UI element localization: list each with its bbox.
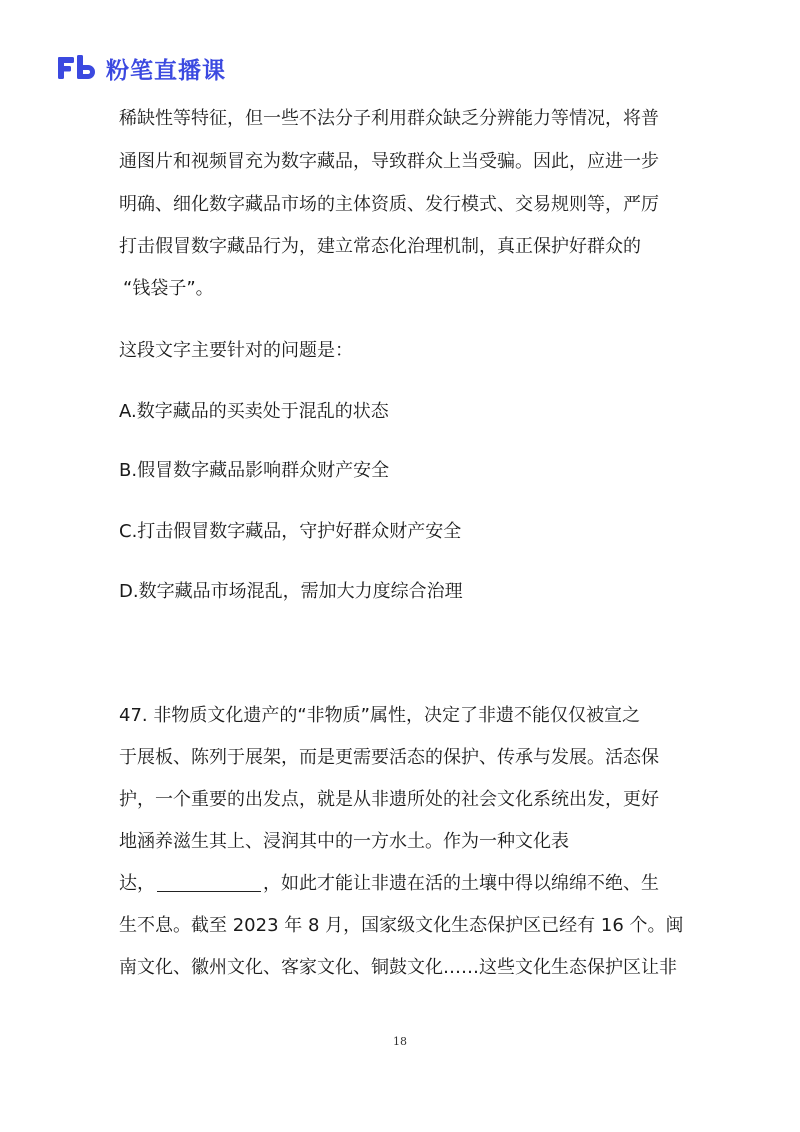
option-b: B.假冒数字藏品影响群众财产安全 [119,460,390,481]
q47-line: 地涵养滋生其上、浸润其中的一方水土。作为一种文化表 [119,831,569,852]
q47-line: 护，一个重要的出发点，就是从非遗所处的社会文化系统出发，更好 [119,789,659,810]
passage-line: “钱袋子”。 [123,278,214,299]
passage-line: 通图片和视频冒充为数字藏品，导致群众上当受骗。因此，应进一步 [119,151,659,172]
passage-line: 稀缺性等特征，但一些不法分子利用群众缺乏分辨能力等情况，将普 [119,108,659,129]
passage-line: 明确、细化数字藏品市场的主体资质、发行模式、交易规则等，严厉 [119,194,659,215]
q47-line: 47. 非物质文化遗产的“非物质”属性，决定了非遗不能仅仅被宣之 [119,705,640,726]
option-d: D.数字藏品市场混乱，需加大力度综合治理 [119,581,463,602]
q47-line: 生不息。截至 2023 年 8 月，国家级文化生态保护区已经有 16 个。闽 [119,915,684,936]
header [56,50,226,86]
option-c: C.打击假冒数字藏品，守护好群众财产安全 [119,521,462,542]
page-number: 18 [393,1035,407,1048]
q47-blank-suffix: ，如此才能让非遗在活的土壤中得以绵绵不绝、生 [263,873,659,894]
question-stem: 这段文字主要针对的问题是： [119,340,353,361]
logo-text: 粉笔直播课 [106,57,226,84]
q47-blank-line [119,869,659,899]
q47-line: 于展板、陈列于展架，而是更需要活态的保护、传承与发展。活态保 [119,747,659,768]
passage-line: 打击假冒数字藏品行为，建立常态化治理机制，真正保护好群众的 [119,236,641,257]
q47-line: 南文化、徽州文化、客家文化、铜鼓文化……这些文化生态保护区让非 [119,957,677,978]
q47-blank-prefix: 达， [119,873,155,894]
fenbi-logo-icon [56,53,100,83]
fill-in-blank [157,873,261,892]
option-a: A.数字藏品的买卖处于混乱的状态 [119,401,389,422]
